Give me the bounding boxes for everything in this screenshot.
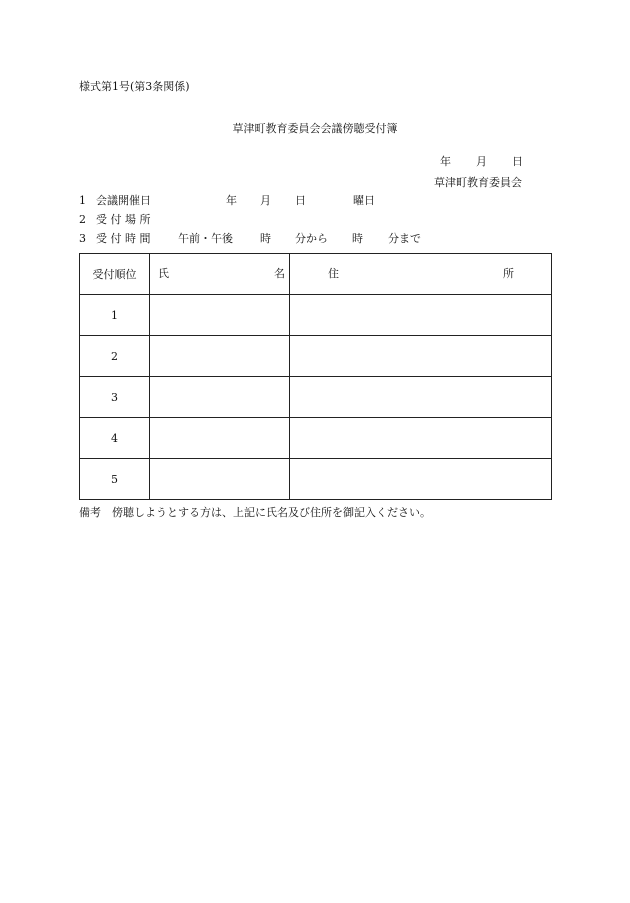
address-cell[interactable]	[290, 418, 552, 459]
header-order: 受付順位	[80, 254, 150, 295]
table-header-row	[80, 254, 552, 295]
item-label: 会議開催日	[96, 194, 151, 207]
time-minute-to: 分まで	[388, 232, 421, 245]
name-cell[interactable]	[150, 459, 290, 500]
header-name-given: 名	[274, 267, 285, 280]
item-label: 受 付 時 間	[96, 232, 151, 245]
address-cell[interactable]	[290, 459, 552, 500]
time-hour-from: 時	[260, 232, 271, 245]
header-name-family: 氏	[158, 267, 169, 280]
meeting-weekday: 曜日	[353, 194, 375, 207]
name-cell[interactable]	[150, 295, 290, 336]
document-title: 草津町教育委員会会議傍聴受付簿	[232, 122, 398, 135]
name-cell[interactable]	[150, 336, 290, 377]
table-row	[80, 377, 552, 418]
item-reception-time	[79, 233, 549, 247]
item-number: 2	[79, 213, 86, 226]
meeting-month: 月	[260, 194, 271, 207]
row-order: 5	[80, 459, 150, 500]
table-row	[80, 295, 552, 336]
header-address-1: 住	[328, 267, 339, 280]
header-address	[290, 254, 552, 295]
address-cell[interactable]	[290, 336, 552, 377]
table-row	[80, 459, 552, 500]
address-cell[interactable]	[290, 295, 552, 336]
header-address-2: 所	[503, 267, 514, 280]
meeting-year: 年	[226, 194, 237, 207]
item-meeting-date	[79, 195, 549, 209]
item-label: 受 付 場 所	[96, 213, 151, 226]
date-day: 日	[512, 155, 523, 168]
reception-register-table	[79, 253, 552, 500]
header-name	[150, 254, 290, 295]
remarks: 備考 傍聴しようとする方は、上記に氏名及び住所を御記入ください。	[79, 506, 431, 519]
address-cell[interactable]	[290, 377, 552, 418]
time-minute-from: 分から	[295, 232, 328, 245]
date-month: 月	[476, 155, 487, 168]
meeting-day: 日	[295, 194, 306, 207]
form-number: 様式第1号(第3条関係)	[79, 80, 190, 93]
time-hour-to: 時	[352, 232, 363, 245]
item-number: 3	[79, 232, 86, 245]
row-order: 3	[80, 377, 150, 418]
name-cell[interactable]	[150, 418, 290, 459]
row-order: 2	[80, 336, 150, 377]
name-cell[interactable]	[150, 377, 290, 418]
table-row	[80, 336, 552, 377]
item-reception-place	[79, 214, 549, 228]
item-number: 1	[79, 194, 86, 207]
issuer: 草津町教育委員会	[434, 176, 522, 189]
date-year: 年	[440, 155, 451, 168]
row-order: 1	[80, 295, 150, 336]
row-order: 4	[80, 418, 150, 459]
table-row	[80, 418, 552, 459]
time-ampm: 午前・午後	[178, 232, 233, 245]
